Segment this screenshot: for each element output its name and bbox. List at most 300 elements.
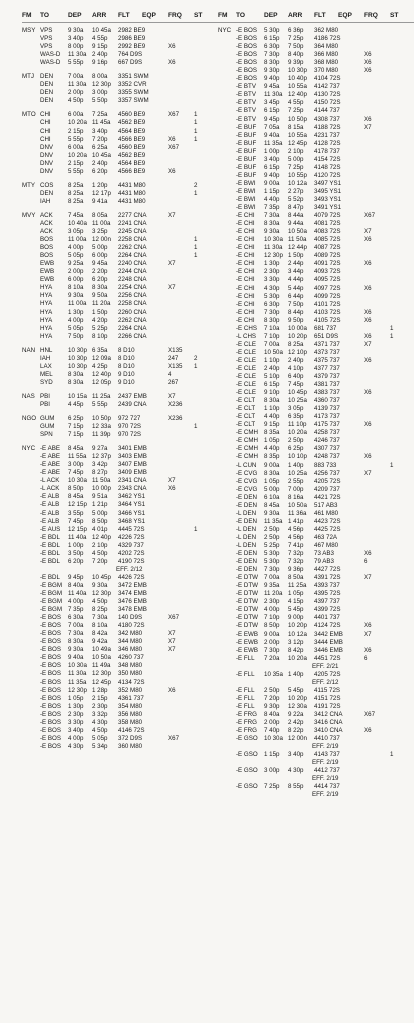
- cell-frequency: [364, 502, 390, 510]
- schedule-row: [22, 582, 218, 590]
- cell-destination: HYA: [40, 316, 53, 324]
- cell-destination: -E BTV: [236, 115, 256, 123]
- schedule-row: [22, 646, 218, 654]
- cell-equipment: [338, 357, 364, 365]
- schedule-row: [218, 67, 414, 75]
- cell-destination: DEN: [40, 97, 54, 105]
- cell-arrival: 6 36p: [288, 27, 304, 34]
- cell-flight: 970 72S: [118, 431, 142, 439]
- cell-departure: 5 30p: [264, 27, 280, 34]
- cell-flight: 2260 CNA: [118, 308, 147, 316]
- cell-departure: 7 25p: [264, 783, 280, 791]
- cell-flight: 4085 72S: [314, 236, 341, 244]
- cell-destination: CHI: [40, 111, 51, 119]
- schedule-row: [218, 703, 414, 711]
- cell-frequency: X67: [364, 710, 376, 718]
- cell-stops: [194, 461, 206, 469]
- cell-equipment: [142, 81, 168, 89]
- cell-frequency: [168, 160, 194, 168]
- cell-destination: -E FRG: [236, 727, 257, 735]
- effective-date: EFF. 2/19: [312, 775, 339, 783]
- cell-stops: [390, 228, 402, 236]
- cell-stops: [194, 469, 206, 477]
- cell-origin: [218, 124, 236, 132]
- cell-arrival: 11 39p: [92, 431, 111, 439]
- cell-destination: -E CHI: [236, 316, 255, 324]
- cell-frequency: [364, 164, 390, 172]
- cell-origin: [218, 719, 236, 727]
- cell-frequency: [168, 534, 194, 542]
- cell-origin: [218, 655, 236, 663]
- cell-flight: 9 D10: [118, 370, 135, 378]
- cell-origin: MTY: [22, 181, 36, 189]
- cell-destination: -E BOS: [236, 75, 257, 83]
- schedule-row: [22, 300, 218, 308]
- cell-frequency: [168, 558, 194, 566]
- cell-origin: [218, 285, 236, 293]
- cell-equipment: [338, 333, 364, 341]
- cell-frequency: [168, 703, 194, 711]
- header-dep: DEP: [68, 12, 82, 19]
- schedule-row: [22, 598, 218, 606]
- cell-arrival: 6 40p: [288, 373, 304, 381]
- cell-origin: [218, 35, 236, 43]
- cell-origin: [218, 116, 236, 124]
- cell-departure: 6 15p: [264, 107, 280, 115]
- cell-destination: -E GSO: [236, 735, 258, 743]
- cell-destination: -E CHI: [236, 244, 255, 252]
- schedule-row: [22, 431, 218, 439]
- schedule-row: [218, 91, 414, 99]
- cell-flight: 3403 EMB: [118, 453, 147, 461]
- cell-equipment: [338, 244, 364, 252]
- cell-equipment: [142, 333, 168, 341]
- cell-flight: 4361 737: [118, 694, 144, 702]
- cell-origin: [22, 695, 40, 703]
- cell-arrival: 10 55a: [288, 131, 307, 139]
- schedule-row: [218, 124, 414, 132]
- cell-flight: 2439 CNA: [118, 400, 147, 408]
- cell-arrival: 7 20p: [92, 557, 108, 565]
- cell-origin: [22, 325, 40, 333]
- cell-arrival: 12 40p: [92, 370, 111, 378]
- cell-destination: -E BUF: [236, 147, 257, 155]
- schedule-row: [22, 81, 218, 89]
- cell-departure: 7 40p: [264, 727, 280, 735]
- cell-departure: 9 15p: [264, 421, 280, 429]
- cell-arrival: 7 41p: [288, 542, 304, 549]
- cell-arrival: 6 35p: [288, 413, 304, 421]
- cell-frequency: [364, 252, 390, 260]
- cell-equipment: [338, 27, 364, 35]
- schedule-row: [22, 477, 218, 485]
- cell-equipment: [142, 510, 168, 518]
- cell-arrival: 8 16a: [288, 493, 304, 501]
- cell-arrival: 5 55p: [92, 400, 108, 408]
- cell-flight: 4431 M80: [118, 181, 146, 189]
- cell-arrival: 10 25a: [288, 397, 307, 405]
- cell-arrival: 5 44p: [288, 284, 304, 292]
- cell-frequency: [168, 309, 194, 317]
- cell-origin: [22, 743, 40, 751]
- cell-destination: HYA: [40, 284, 53, 292]
- cell-equipment: [142, 630, 168, 638]
- schedule-row: [218, 260, 414, 268]
- cell-arrival: 9 51a: [92, 493, 108, 501]
- cell-equipment: [142, 260, 168, 268]
- cell-destination: EWB: [40, 260, 55, 268]
- cell-stops: [194, 493, 206, 501]
- effective-date-note: [312, 743, 414, 751]
- cell-destination: -E ALB: [40, 493, 60, 501]
- cell-equipment: [142, 393, 168, 401]
- cell-origin: [22, 152, 40, 160]
- cell-equipment: [338, 228, 364, 236]
- cell-frequency: [168, 662, 194, 670]
- cell-arrival: 9 22a: [288, 710, 304, 718]
- cell-departure: 3 50p: [68, 549, 84, 557]
- cell-stops: [390, 285, 402, 293]
- cell-arrival: 8 05a: [92, 211, 108, 219]
- schedule-row: [218, 445, 414, 453]
- schedule-row: [22, 719, 218, 727]
- cell-origin: [22, 606, 40, 614]
- cell-departure: 11 30a: [68, 670, 87, 678]
- cell-arrival: 3 42p: [92, 461, 108, 469]
- cell-stops: [390, 703, 402, 711]
- cell-stops: [194, 59, 206, 67]
- cell-origin: [22, 622, 40, 630]
- left-column: [22, 10, 218, 751]
- cell-frequency: X7: [168, 284, 176, 292]
- cell-frequency: [364, 614, 390, 622]
- cell-stops: [194, 670, 206, 678]
- schedule-row: [218, 550, 414, 558]
- cell-departure: 9 40p: [264, 171, 280, 179]
- cell-destination: -E GSO: [236, 767, 258, 775]
- cell-arrival: 3 44p: [288, 268, 304, 276]
- cell-stops: [194, 662, 206, 670]
- cell-departure: 5 55p: [68, 167, 84, 175]
- cell-equipment: [142, 574, 168, 582]
- cell-origin: [22, 97, 40, 105]
- schedule-row: [22, 73, 218, 81]
- cell-flight: 4562 BE9: [118, 119, 146, 127]
- cell-destination: -E BOS: [236, 43, 257, 51]
- cell-stops: [390, 172, 402, 180]
- cell-arrival: 5 45p: [288, 606, 304, 614]
- cell-stops: [194, 735, 206, 743]
- cell-destination: -L DEN: [236, 542, 257, 549]
- cell-flight: 4379 737: [314, 373, 340, 381]
- cell-equipment: [142, 727, 168, 735]
- cell-frequency: X6: [168, 167, 176, 175]
- cell-stops: 1: [194, 244, 198, 252]
- cell-origin: [22, 136, 40, 144]
- cell-destination: -E BOS: [40, 614, 61, 622]
- cell-departure: 8 50p: [264, 622, 280, 630]
- cell-frequency: [364, 639, 390, 647]
- cell-equipment: [338, 470, 364, 478]
- cell-departure: 7 45p: [68, 469, 84, 477]
- cell-origin: [218, 526, 236, 534]
- schedule-row: [218, 365, 414, 373]
- cell-destination: -E ALB: [40, 501, 60, 509]
- cell-frequency: [364, 494, 390, 502]
- cell-equipment: [338, 510, 364, 518]
- cell-stops: [390, 639, 402, 647]
- cell-stops: [390, 341, 402, 349]
- cell-destination: -E CLE: [236, 364, 256, 372]
- cell-frequency: X7: [364, 340, 372, 348]
- cell-origin: [22, 309, 40, 317]
- cell-destination: -E FLL: [236, 702, 255, 710]
- cell-arrival: 10 49a: [92, 646, 111, 654]
- cell-equipment: [142, 59, 168, 67]
- cell-arrival: 11 20a: [92, 300, 111, 308]
- cell-equipment: [142, 445, 168, 453]
- cell-equipment: [142, 119, 168, 127]
- cell-arrival: 4 01p: [92, 525, 108, 533]
- cell-equipment: [142, 379, 168, 387]
- schedule-row: [218, 614, 414, 622]
- cell-equipment: [142, 325, 168, 333]
- cell-departure: 2 00p: [68, 268, 84, 276]
- cell-stops: [194, 630, 206, 638]
- cell-destination: -E GSO: [236, 783, 258, 791]
- cell-departure: 4 45p: [68, 400, 84, 408]
- cell-flight: 972 727: [118, 415, 141, 423]
- cell-arrival: 7 45p: [288, 381, 304, 389]
- cell-arrival: 8 27p: [92, 469, 108, 477]
- cell-flight: 2244 CNA: [118, 268, 147, 276]
- cell-origin: [22, 198, 40, 206]
- cell-flight: 4246 737: [314, 437, 340, 445]
- cell-flight: 4101 72S: [314, 300, 341, 308]
- cell-equipment: [338, 196, 364, 204]
- cell-stops: 1: [194, 127, 198, 135]
- schedule-row: [22, 136, 218, 144]
- cell-arrival: 8 42p: [288, 646, 304, 654]
- cell-origin: [22, 654, 40, 662]
- cell-origin: [218, 405, 236, 413]
- cell-stops: [390, 83, 402, 91]
- cell-departure: 7 45a: [68, 211, 84, 219]
- cell-frequency: [168, 606, 194, 614]
- schedule-row: [218, 83, 414, 91]
- cell-flight: 4381 737: [314, 381, 340, 389]
- cell-flight: 3409 EMB: [118, 469, 147, 477]
- cell-stops: [194, 292, 206, 300]
- cell-flight: 2266 CNA: [118, 332, 147, 340]
- cell-origin: [218, 244, 236, 252]
- cell-stops: [390, 309, 402, 317]
- cell-arrival: 2 44p: [288, 260, 304, 268]
- cell-flight: 4426 72S: [118, 573, 145, 581]
- cell-flight: 4099 72S: [314, 292, 341, 300]
- cell-origin: NAN: [22, 346, 36, 354]
- cell-origin: [218, 445, 236, 453]
- cell-destination: -E BWI: [236, 179, 256, 187]
- cell-origin: [22, 59, 40, 67]
- schedule-row: [218, 116, 414, 124]
- cell-arrival: 10 50a: [92, 654, 111, 662]
- cell-arrival: 7 50p: [288, 43, 304, 51]
- cell-arrival: 3 25p: [92, 228, 108, 236]
- cell-stops: [390, 671, 402, 679]
- cell-departure: 11 30a: [264, 91, 283, 99]
- cell-destination: -L CUN: [236, 461, 257, 469]
- cell-departure: 5 00p: [264, 485, 280, 493]
- cell-origin: [22, 300, 40, 308]
- schedule-row: [218, 309, 414, 317]
- schedule-row: [218, 510, 414, 518]
- cell-stops: [390, 51, 402, 59]
- cell-arrival: 6 25p: [288, 445, 304, 453]
- cell-frequency: [364, 703, 390, 711]
- cell-destination: LAX: [40, 362, 52, 370]
- cell-origin: [218, 631, 236, 639]
- cell-origin: [22, 703, 40, 711]
- cell-origin: [22, 268, 40, 276]
- cell-flight: 4151 72S: [314, 694, 341, 702]
- cell-equipment: [142, 477, 168, 485]
- schedule-row: [22, 51, 218, 59]
- cell-arrival: 2 42p: [288, 719, 304, 727]
- schedule-row: [22, 401, 218, 409]
- cell-flight: 4451 72S: [314, 654, 341, 662]
- cell-flight: 4373 737: [314, 348, 340, 356]
- cell-stops: [390, 453, 402, 461]
- cell-frequency: X7: [168, 211, 176, 219]
- cell-origin: [218, 695, 236, 703]
- cell-frequency: [364, 204, 390, 212]
- cell-equipment: [338, 671, 364, 679]
- cell-flight: 4081 72S: [314, 220, 341, 228]
- cell-flight: 3468 YS1: [118, 517, 146, 525]
- cell-stops: [194, 144, 206, 152]
- cell-arrival: 8 22p: [288, 727, 304, 735]
- cell-departure: 1 10p: [264, 405, 280, 413]
- cell-frequency: [364, 462, 390, 470]
- effective-date: EFF. 2/21: [312, 662, 339, 670]
- cell-flight: 4087 72S: [314, 244, 341, 252]
- effective-date: EFF. 2/19: [312, 759, 339, 767]
- schedule-row: [218, 671, 414, 679]
- cell-frequency: [168, 300, 194, 308]
- cell-origin: [22, 493, 40, 501]
- cell-destination: -E BOS: [236, 51, 257, 59]
- cell-flight: 4258 737: [314, 429, 340, 437]
- cell-departure: 8 50p: [68, 485, 84, 493]
- schedule-row: [22, 711, 218, 719]
- schedule-row: [218, 164, 414, 172]
- schedule-row: [218, 502, 414, 510]
- cell-arrival: 6 20p: [92, 276, 108, 284]
- cell-flight: 360 M80: [118, 742, 143, 750]
- cell-frequency: X6: [364, 308, 372, 316]
- cell-departure: 8 30p: [264, 59, 280, 67]
- cell-frequency: X6: [364, 59, 372, 67]
- cell-departure: 1 00p: [68, 541, 84, 549]
- schedule-row: [218, 276, 414, 284]
- cell-stops: 2: [194, 181, 198, 189]
- cell-flight: 4393 737: [314, 582, 340, 590]
- header-to: TO: [40, 12, 50, 19]
- schedule-row: [22, 630, 218, 638]
- cell-destination: -E ABE: [40, 453, 60, 461]
- cell-stops: [194, 333, 206, 341]
- cell-departure: 6 25p: [68, 415, 84, 423]
- cell-departure: 8 30a: [264, 397, 280, 405]
- cell-flight: 3355 SWM: [118, 89, 149, 97]
- cell-destination: -E DEN: [236, 550, 257, 558]
- cell-arrival: 9 39p: [288, 59, 304, 67]
- cell-flight: 2262 CNA: [118, 244, 147, 252]
- schedule-row: [22, 59, 218, 67]
- cell-stops: 2: [194, 354, 198, 362]
- cell-destination: PBI: [40, 392, 50, 400]
- cell-origin: MTO: [22, 111, 36, 119]
- cell-arrival: 5 00p: [92, 244, 108, 252]
- schedule-row: [218, 333, 414, 341]
- cell-origin: [218, 687, 236, 695]
- cell-departure: 2 30p: [264, 598, 280, 606]
- cell-frequency: [168, 244, 194, 252]
- cell-destination: -E BTV: [236, 99, 256, 107]
- cell-equipment: [338, 639, 364, 647]
- cell-arrival: 12 17p: [92, 189, 111, 197]
- cell-destination: -E BUF: [236, 171, 257, 179]
- cell-equipment: [338, 703, 364, 711]
- cell-flight: 3412 CNA: [314, 710, 343, 718]
- cell-departure: 8 10a: [68, 284, 84, 292]
- cell-equipment: [338, 35, 364, 43]
- cell-departure: 9 30p: [264, 702, 280, 710]
- cell-departure: 7 10p: [264, 332, 280, 340]
- cell-stops: [390, 582, 402, 590]
- cell-equipment: [142, 469, 168, 477]
- cell-frequency: X67: [168, 734, 180, 742]
- column-header: [22, 10, 218, 23]
- cell-departure: 7 50p: [68, 332, 84, 340]
- cell-flight: 970 72S: [118, 423, 142, 431]
- cell-equipment: [338, 397, 364, 405]
- cell-departure: 5 10p: [264, 373, 280, 381]
- cell-destination: BOS: [40, 252, 54, 260]
- cell-departure: 5 30p: [264, 550, 280, 558]
- cell-frequency: [364, 268, 390, 276]
- cell-departure: 4 40p: [264, 413, 280, 421]
- cell-frequency: [364, 413, 390, 421]
- cell-flight: 4103 72S: [314, 308, 341, 316]
- cell-departure: 10 30p: [68, 346, 87, 354]
- cell-stops: [194, 711, 206, 719]
- cell-stops: [194, 445, 206, 453]
- cell-frequency: [364, 349, 390, 357]
- cell-frequency: [168, 268, 194, 276]
- cell-origin: [218, 140, 236, 148]
- cell-flight: 2277 CNA: [118, 211, 147, 219]
- cell-flight: 4124 72S: [314, 622, 341, 630]
- cell-frequency: [168, 445, 194, 453]
- cell-destination: ACK: [40, 211, 53, 219]
- cell-stops: [390, 510, 402, 518]
- cell-flight: 2248 CNA: [118, 276, 147, 284]
- cell-equipment: [142, 550, 168, 558]
- cell-destination: -E DTW: [236, 606, 258, 614]
- cell-stops: [390, 293, 402, 301]
